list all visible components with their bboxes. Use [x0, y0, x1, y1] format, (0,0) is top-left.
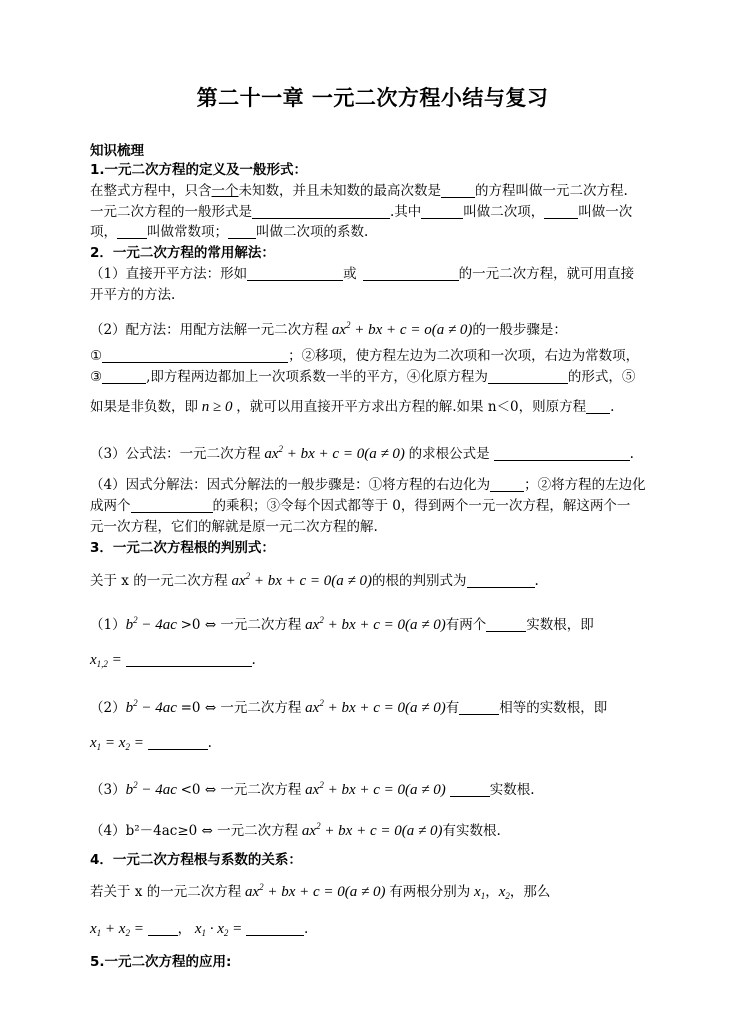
- text: ，就可以用直接开平方求出方程的解.如果 n＜0，则原方程: [236, 399, 587, 415]
- fill-blank[interactable]: [131, 498, 213, 513]
- s2-p2: [90, 316, 670, 339]
- text: ；②将方程的左边化: [524, 477, 646, 493]
- s3-root-2: [90, 734, 670, 756]
- text: 的一元二次方程，就可用直接: [458, 266, 635, 282]
- s2-p9: 元一次方程，它们的解就是原一元二次方程的解.: [90, 519, 378, 535]
- text: ,即方程两边都加上一次项系数一半的平方，④化原方程为: [146, 369, 488, 385]
- text: 的乘积；③令每个因式都等于 0，得到两个一元一次方程，解这两个一: [212, 498, 631, 514]
- text: 未知数，并且未知数的最高次数是: [238, 183, 441, 199]
- text: .其中: [390, 204, 422, 220]
- text: <0 ⇔ 一元二次方程: [180, 782, 302, 798]
- s1-line-2: [90, 203, 670, 221]
- fill-blank[interactable]: [450, 782, 490, 797]
- text: （3）: [90, 782, 126, 798]
- equation: $ax^2$ + bx + c = 0(a ≠ 0): [301, 615, 446, 633]
- section-heading: 知识梳理: [90, 143, 144, 159]
- text: 项，: [90, 224, 117, 240]
- s2-p8: [90, 497, 670, 515]
- fill-blank[interactable]: [363, 266, 459, 281]
- s2-p1: [90, 265, 670, 283]
- text: 的求根公式是: [408, 446, 490, 462]
- text: .: [610, 399, 615, 415]
- text: 有实数根.: [442, 823, 501, 839]
- fill-blank[interactable]: [488, 369, 568, 384]
- roots: $x_1 = x_2$ =: [90, 735, 148, 752]
- text: ；②移项，使方程左边为二次项和一次项，右边为常数项，: [288, 348, 640, 364]
- fill-blank[interactable]: [247, 266, 343, 281]
- text: 的一般步骤是：: [472, 322, 567, 338]
- fill-blank[interactable]: [102, 348, 288, 363]
- roots: $x_{1,2}$ =: [90, 652, 126, 669]
- text: 的根的判别式为: [372, 573, 467, 589]
- fill-blank[interactable]: [228, 224, 256, 239]
- equation: $ax^2$ + bx + c = 0(a ≠ 0): [260, 444, 409, 462]
- equation: $ax^2$ + bx + c = 0(a ≠ 0): [301, 780, 446, 798]
- text: （1）直接开平方法：形如: [90, 266, 248, 282]
- equation: $ax^2$ + bx + c = 0(a ≠ 0): [241, 882, 390, 900]
- discriminant: $b^2 - 4ac$: [125, 615, 181, 633]
- text: 或: [343, 266, 357, 282]
- equation: $ax^2$ + bx + c = 0(a ≠ 0): [301, 698, 446, 716]
- fill-blank[interactable]: [246, 921, 304, 936]
- text: 叫做二次项，: [463, 204, 545, 220]
- text: （4）b²－4ac≥0 ⇔ 一元二次方程: [90, 823, 299, 839]
- text: 成两个: [90, 498, 131, 514]
- root-x2: $x_2$: [498, 884, 510, 901]
- s2-heading: 2．一元二次方程的常用解法：: [90, 245, 275, 261]
- equation: $ax^2$ + bx + c = 0(a ≠ 0): [298, 821, 443, 839]
- text: 有: [445, 700, 460, 716]
- equation: $ax^2$ + bx + c = o(a ≠ 0): [328, 320, 473, 338]
- text: 相等的实数根，即: [499, 700, 608, 716]
- text: ，: [485, 884, 499, 900]
- s1-line-3: [90, 223, 670, 241]
- text: 叫做二次项的系数.: [256, 224, 369, 240]
- fill-blank[interactable]: [490, 477, 524, 492]
- text: （4）因式分解法：因式分解法的一般步骤是：①将方程的右边化为: [90, 477, 491, 493]
- s4-t1: [90, 878, 670, 905]
- text: 的方程叫做一元二次方程.: [475, 183, 628, 199]
- text: 关于 x 的一元二次方程: [90, 573, 228, 589]
- root-x1: $x_1$: [470, 884, 486, 901]
- fill-blank[interactable]: [467, 573, 535, 588]
- s2-p3: [90, 347, 670, 365]
- s1-line-1: [90, 182, 670, 200]
- text: （3）公式法：一元二次方程: [90, 446, 261, 462]
- fill-blank[interactable]: [586, 399, 610, 414]
- s4-t2: [90, 920, 670, 942]
- text: .: [629, 446, 634, 462]
- discriminant: $b^2 - 4ac$: [125, 698, 181, 716]
- s3-case-4: [90, 817, 670, 840]
- text: ，: [177, 921, 192, 937]
- text: 实数根.: [489, 782, 535, 798]
- text: >0 ⇔ 一元二次方程: [180, 617, 302, 633]
- text: ③: [90, 369, 103, 385]
- text: .: [207, 735, 212, 751]
- fill-blank[interactable]: [421, 204, 463, 219]
- fill-blank[interactable]: [148, 921, 178, 936]
- text: 在整式方程中，只含: [90, 183, 212, 199]
- fill-blank[interactable]: [148, 735, 208, 750]
- page-title: 第二十一章 一元二次方程小结与复习: [196, 86, 549, 110]
- text: .: [304, 921, 309, 937]
- text: .: [534, 573, 539, 589]
- s2-p4: [90, 368, 670, 386]
- text: （2）配方法：用配方法解一元二次方程: [90, 322, 329, 338]
- fill-blank[interactable]: [494, 446, 630, 461]
- fill-blank[interactable]: [441, 183, 475, 198]
- fill-blank[interactable]: [117, 224, 147, 239]
- fill-blank[interactable]: [126, 652, 252, 667]
- s2-p6: [90, 440, 670, 463]
- discriminant: $b^2 - 4ac$: [125, 780, 181, 798]
- s3-root-1: [90, 651, 670, 673]
- text: ①: [90, 348, 103, 364]
- text: 叫做常数项；: [147, 224, 228, 240]
- s1-heading: 1.一元二次方程的定义及一般形式：: [90, 162, 308, 178]
- s3-q1: [90, 567, 670, 590]
- s5-heading: 5.一元二次方程的应用:: [90, 954, 232, 970]
- text: 一元二次方程的一般形式是: [90, 204, 252, 220]
- text: 若关于 x 的一元二次方程: [90, 884, 242, 900]
- text: （1）: [90, 617, 126, 633]
- s3-case-3: [90, 776, 670, 799]
- text: 实数根，即: [526, 617, 594, 633]
- text: （2）: [90, 700, 126, 716]
- s3-heading: 3．一元二次方程根的判别式：: [90, 540, 275, 556]
- s3-case-1: [90, 611, 670, 634]
- text: 如果是非负数，即: [90, 399, 198, 415]
- fill-blank[interactable]: [459, 700, 499, 715]
- text: 一个: [211, 183, 239, 199]
- text: 叫做一次: [578, 204, 633, 220]
- fill-blank[interactable]: [252, 204, 390, 219]
- condition: n ≥ 0: [198, 399, 237, 415]
- s2-p5: [90, 398, 670, 416]
- fill-blank[interactable]: [102, 369, 146, 384]
- s3-case-2: [90, 694, 670, 717]
- equation: $ax^2$ + bx + c = 0(a ≠ 0): [227, 571, 373, 589]
- sum-of-roots: $x_1 + x_2$ =: [90, 921, 148, 938]
- text: ，那么: [509, 884, 551, 900]
- text: 有两个: [445, 617, 487, 633]
- text: =0 ⇔ 一元二次方程: [180, 700, 302, 716]
- fill-blank[interactable]: [486, 617, 526, 632]
- text: .: [251, 652, 256, 668]
- s2-p7: [90, 476, 670, 494]
- s4-heading: 4．一元二次方程根与系数的关系：: [90, 852, 302, 868]
- fill-blank[interactable]: [544, 204, 578, 219]
- text: 的形式，⑤: [567, 369, 636, 385]
- product-of-roots: $x_1 \cdot x_2$ =: [191, 921, 247, 938]
- s2-p1-cont: 开平方的方法.: [90, 287, 176, 303]
- text: 有两根分别为: [389, 884, 471, 900]
